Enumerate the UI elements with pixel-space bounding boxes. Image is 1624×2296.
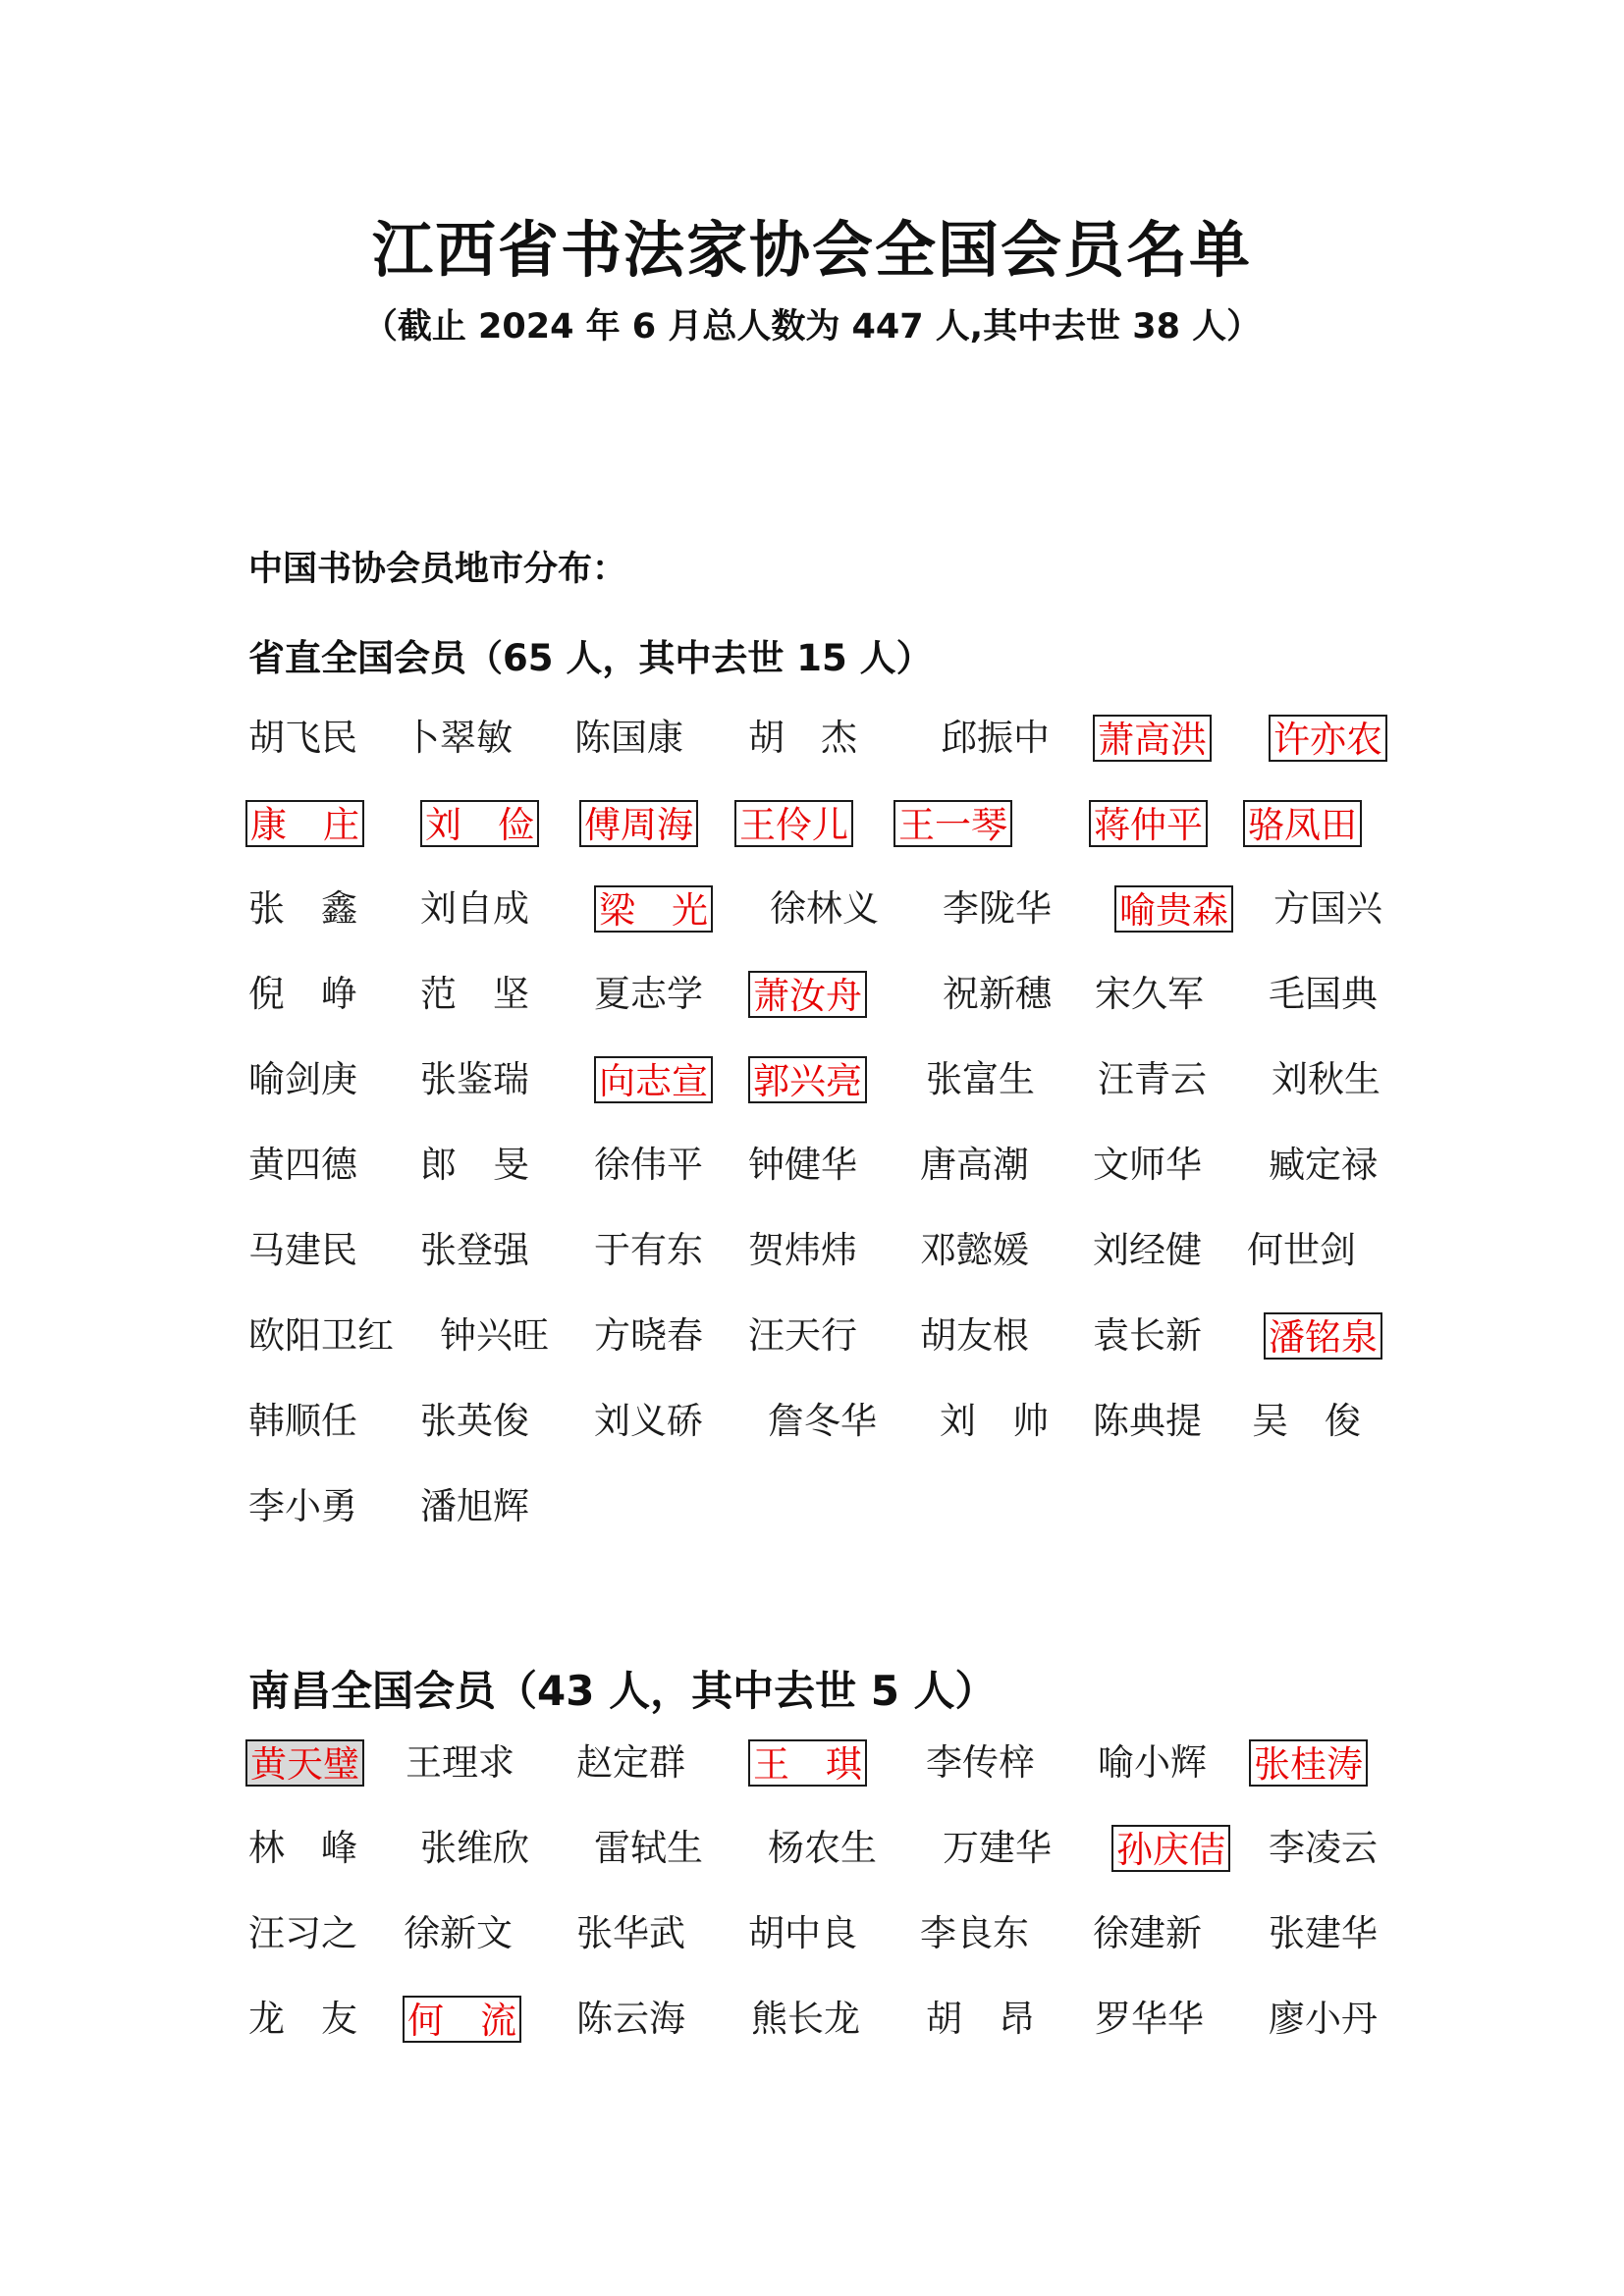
member-name: 马建民 — [248, 1229, 357, 1271]
member-name: 李凌云 — [1269, 1827, 1378, 1869]
member-name: 卜翠敏 — [404, 717, 513, 759]
deceased-member-name: 何 流 — [403, 1996, 521, 2043]
member-name: 贺炜炜 — [748, 1229, 857, 1271]
member-name: 钟兴旺 — [440, 1314, 549, 1357]
member-name: 邱振中 — [941, 717, 1050, 759]
member-name: 范 坚 — [420, 973, 529, 1015]
member-name: 黄四德 — [248, 1144, 357, 1186]
member-name: 祝新穗 — [943, 973, 1052, 1015]
deceased-member-name: 康 庄 — [245, 800, 364, 847]
member-name: 汪习之 — [248, 1912, 357, 1954]
deceased-member-name: 蒋仲平 — [1089, 800, 1208, 847]
member-name: 韩顺任 — [248, 1400, 357, 1442]
member-name: 徐新文 — [404, 1912, 513, 1954]
member-name: 胡友根 — [920, 1314, 1029, 1357]
member-name: 胡飞民 — [248, 717, 357, 759]
member-name: 廖小丹 — [1269, 1998, 1378, 2040]
member-name: 张鉴瑞 — [420, 1058, 529, 1100]
deceased-member-name: 王伶儿 — [734, 800, 853, 847]
deceased-member-name: 潘铭泉 — [1264, 1312, 1382, 1360]
member-name: 杨农生 — [768, 1827, 877, 1869]
member-name: 刘经健 — [1093, 1229, 1202, 1271]
member-name: 李传梓 — [926, 1741, 1035, 1784]
member-name: 刘秋生 — [1272, 1058, 1380, 1100]
member-name: 方国兴 — [1273, 887, 1382, 930]
member-name: 张建华 — [1269, 1912, 1378, 1954]
member-name: 唐高潮 — [920, 1144, 1029, 1186]
deceased-member-name: 骆凤田 — [1243, 800, 1362, 847]
member-name: 万建华 — [943, 1827, 1052, 1869]
member-name: 刘 帅 — [940, 1400, 1049, 1442]
deceased-member-name: 刘 俭 — [420, 800, 539, 847]
member-name: 郎 旻 — [420, 1144, 529, 1186]
member-name: 胡 杰 — [748, 717, 857, 759]
member-name: 何世剑 — [1247, 1229, 1356, 1271]
member-name: 张英俊 — [420, 1400, 529, 1442]
member-name: 张登强 — [420, 1229, 529, 1271]
member-name: 张华武 — [576, 1912, 685, 1954]
deceased-member-name: 梁 光 — [594, 885, 713, 933]
member-name: 李小勇 — [248, 1485, 357, 1527]
member-name: 汪天行 — [748, 1314, 857, 1357]
member-name: 邓懿媛 — [920, 1229, 1029, 1271]
member-name: 臧定禄 — [1269, 1144, 1378, 1186]
member-name: 喻剑庚 — [248, 1058, 357, 1100]
member-name: 潘旭辉 — [420, 1485, 529, 1527]
page-title: 江西省书法家协会全国会员名单 — [371, 214, 1252, 286]
member-name: 袁长新 — [1093, 1314, 1202, 1357]
member-name: 于有东 — [594, 1229, 703, 1271]
deceased-member-name: 张桂涛 — [1249, 1739, 1368, 1787]
member-name: 宋久军 — [1095, 973, 1204, 1015]
deceased-member-name: 郭兴亮 — [748, 1056, 867, 1103]
member-name: 毛国典 — [1269, 973, 1378, 1015]
member-name: 雷轼生 — [594, 1827, 703, 1869]
member-name: 张 鑫 — [248, 887, 357, 930]
member-name: 陈典提 — [1093, 1400, 1202, 1442]
deceased-member-name: 王 琪 — [748, 1739, 867, 1787]
member-name: 胡中良 — [748, 1912, 857, 1954]
member-name: 张维欣 — [420, 1827, 529, 1869]
deceased-member-name: 萧高洪 — [1093, 715, 1212, 762]
member-name: 徐林义 — [770, 887, 879, 930]
deceased-member-name: 王一琴 — [893, 800, 1012, 847]
member-name: 熊长龙 — [751, 1998, 860, 2040]
member-name: 李良东 — [920, 1912, 1029, 1954]
deceased-member-name: 傅周海 — [579, 800, 698, 847]
member-name: 刘自成 — [420, 887, 529, 930]
member-name: 赵定群 — [576, 1741, 685, 1784]
member-name: 徐建新 — [1093, 1912, 1202, 1954]
member-name: 喻小辉 — [1098, 1741, 1207, 1784]
member-name: 胡 昂 — [926, 1998, 1035, 2040]
member-name: 林 峰 — [248, 1827, 357, 1869]
member-name: 汪青云 — [1098, 1058, 1207, 1100]
member-name: 罗华华 — [1095, 1998, 1204, 2040]
member-name: 徐伟平 — [594, 1144, 703, 1186]
member-name: 詹冬华 — [768, 1400, 877, 1442]
member-name: 刘义硚 — [594, 1400, 703, 1442]
member-name: 倪 峥 — [248, 973, 357, 1015]
deceased-member-name: 孙庆佶 — [1111, 1825, 1230, 1872]
section-heading-nanchang: 南昌全国会员（43 人，其中去世 5 人） — [248, 1667, 997, 1715]
distribution-heading: 中国书协会员地市分布： — [248, 550, 627, 589]
member-name: 陈国康 — [574, 717, 683, 759]
member-name: 张富生 — [926, 1058, 1035, 1100]
deceased-member-name: 喻贵森 — [1114, 885, 1233, 933]
member-name: 夏志学 — [594, 973, 703, 1015]
member-name: 钟健华 — [748, 1144, 857, 1186]
deceased-member-name: 许亦农 — [1269, 715, 1387, 762]
member-name: 吴 俊 — [1252, 1400, 1361, 1442]
member-name: 陈云海 — [576, 1998, 685, 2040]
member-name: 龙 友 — [248, 1998, 357, 2040]
deceased-member-name: 萧汝舟 — [748, 971, 867, 1018]
deceased-member-name: 向志宣 — [594, 1056, 713, 1103]
member-name: 李陇华 — [943, 887, 1052, 930]
member-name: 欧阳卫红 — [248, 1314, 394, 1357]
page-subtitle: （截止 2024 年 6 月总人数为 447 人,其中去世 38 人） — [362, 307, 1262, 347]
member-name: 王理求 — [406, 1741, 514, 1784]
deceased-member-name: 黄天璧 — [245, 1739, 364, 1787]
section-heading-provincial: 省直全国会员（65 人，其中去世 15 人） — [248, 637, 933, 679]
member-name: 文师华 — [1093, 1144, 1202, 1186]
member-name: 方晓春 — [594, 1314, 703, 1357]
